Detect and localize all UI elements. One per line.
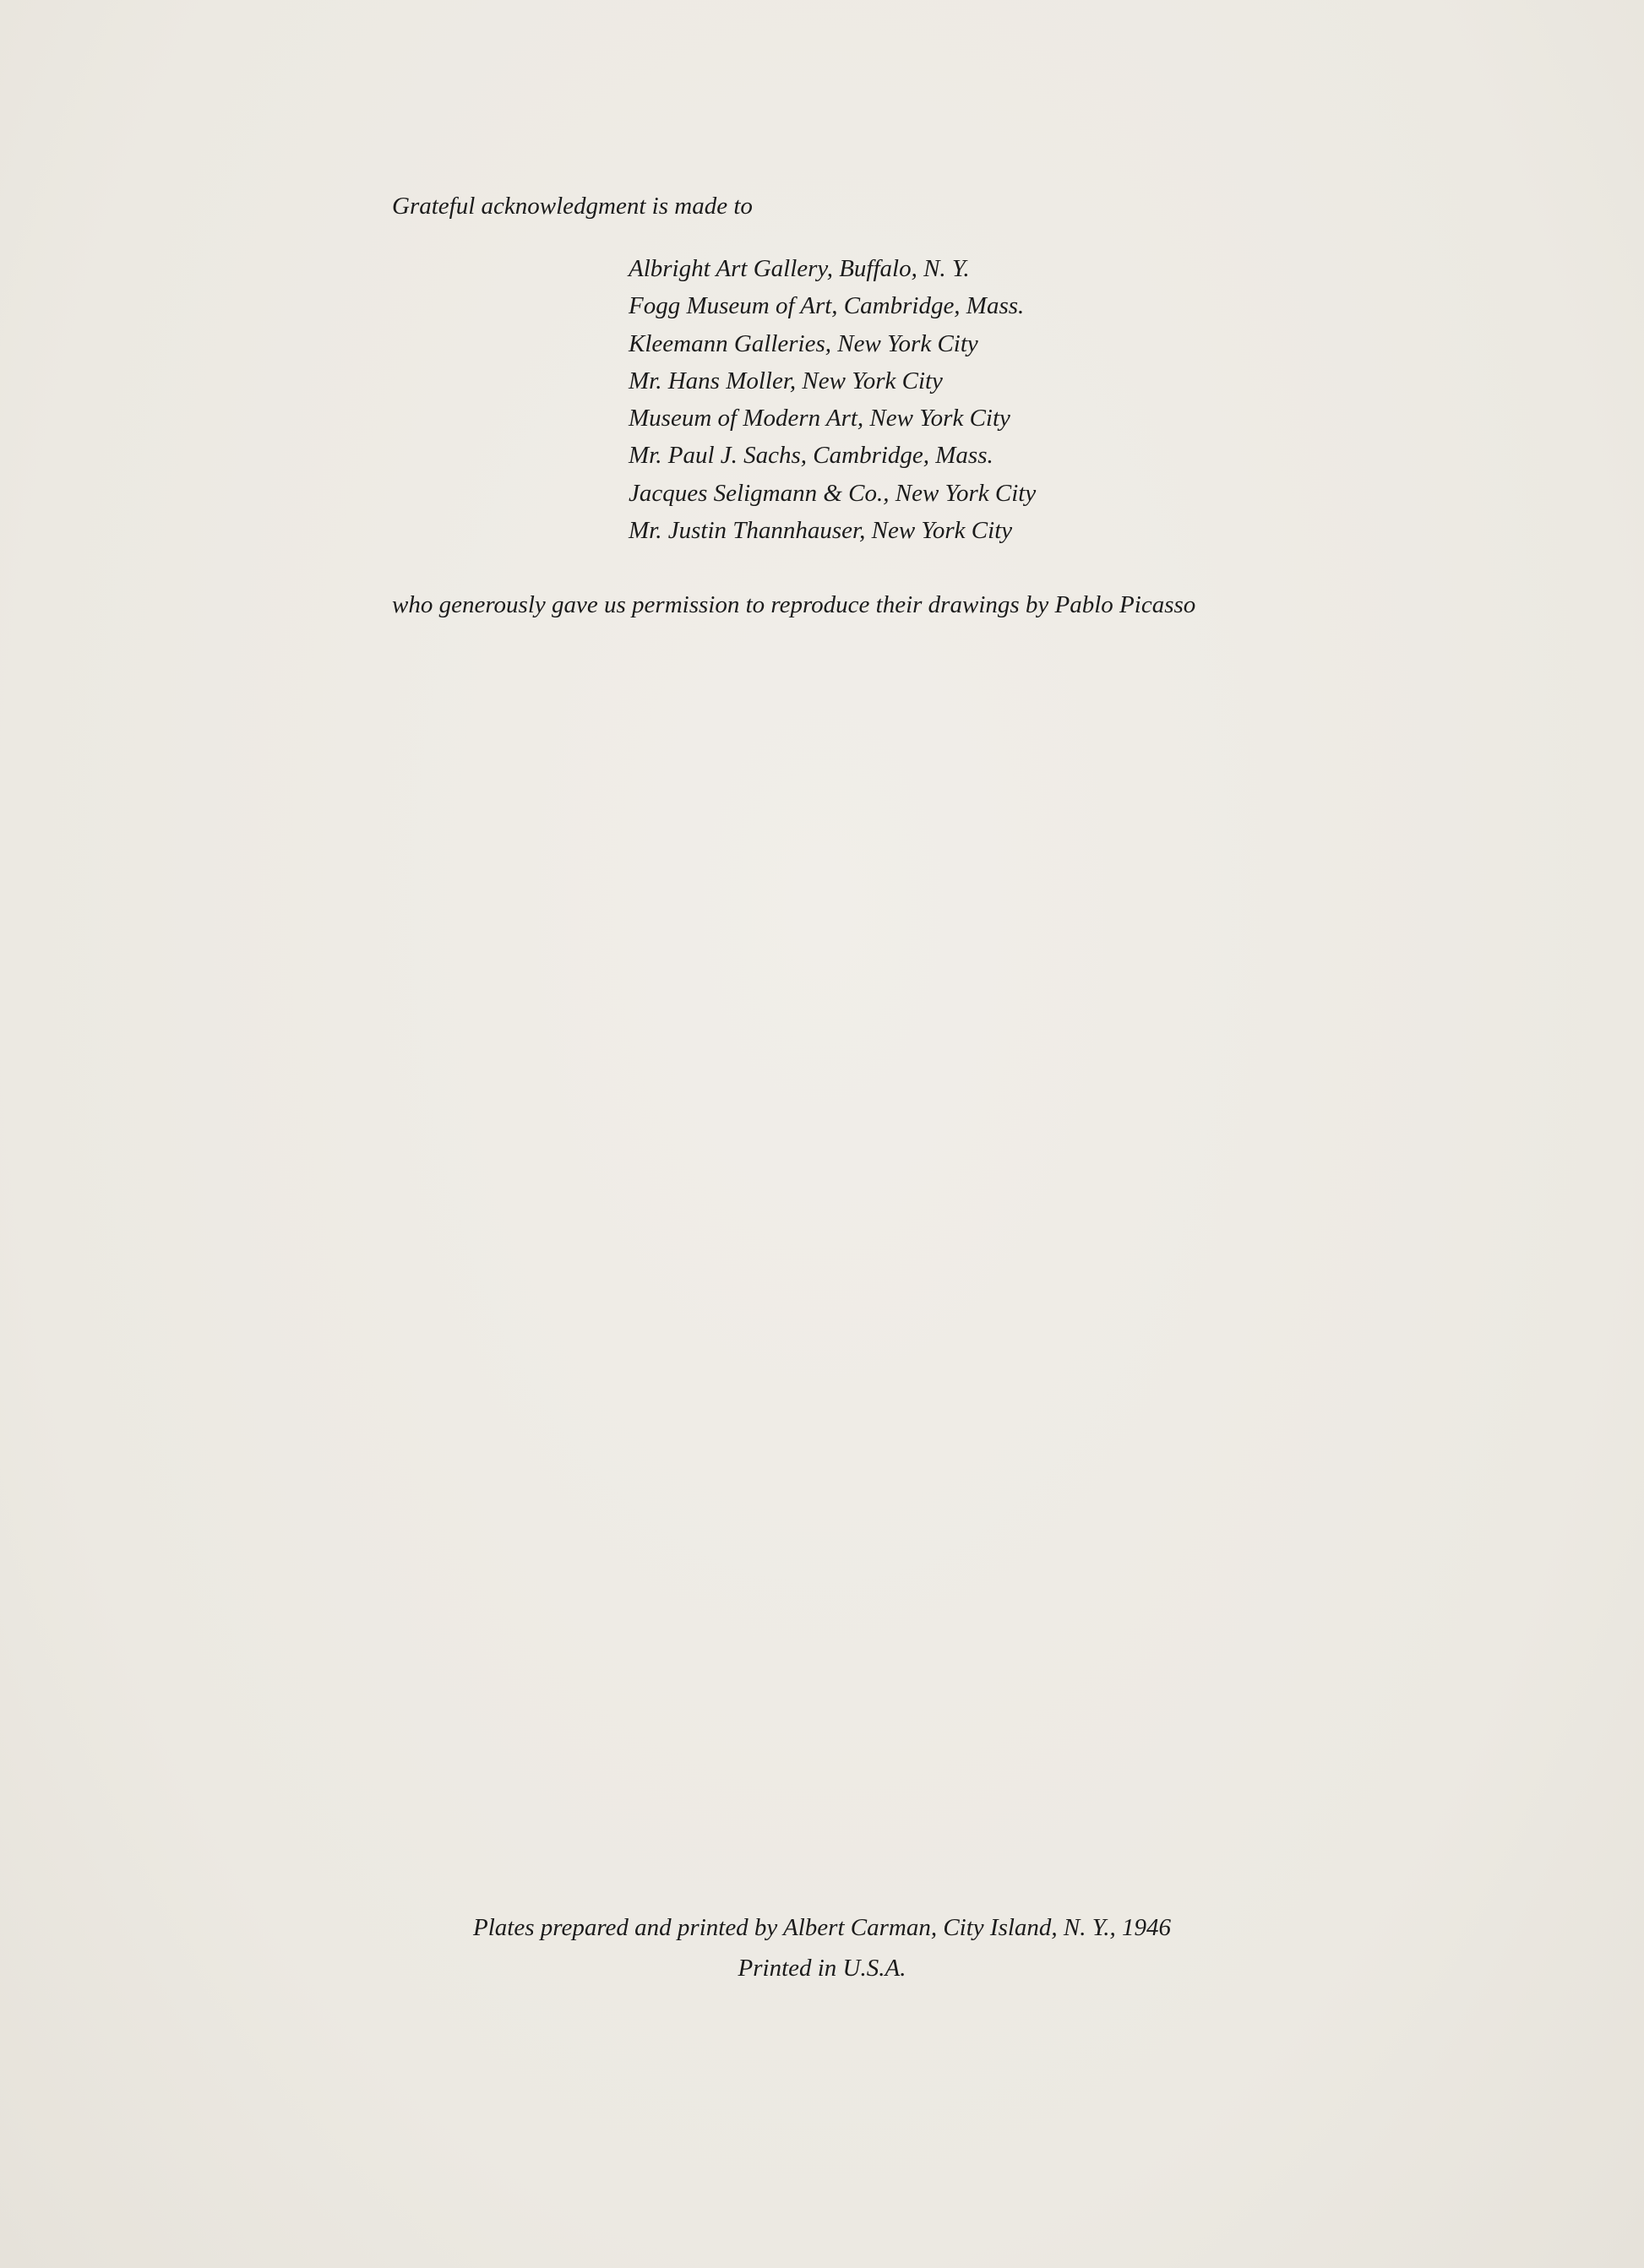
colophon — [0, 1907, 1644, 1988]
lender-item: Museum of Modern Art, New York City — [629, 405, 1010, 432]
lender-item: Fogg Museum of Art, Cambridge, Mass. — [629, 292, 1025, 320]
acknowledgment-intro: Grateful acknowledgment is made to — [392, 193, 753, 220]
acknowledgment-closing: who generously gave us permission to reproduce their drawings by Pablo Picasso — [392, 591, 1196, 618]
lender-item: Jacques Seligmann & Co., New York City — [629, 479, 1037, 507]
lender-item: Mr. Hans Moller, New York City — [629, 367, 943, 394]
lender-item: Kleemann Galleries, New York City — [629, 329, 978, 357]
lender-item: Albright Art Gallery, Buffalo, N. Y. — [629, 255, 970, 282]
lender-item: Mr. Justin Thannhauser, New York City — [629, 517, 1013, 545]
lender-item: Mr. Paul J. Sachs, Cambridge, Mass. — [629, 442, 993, 470]
country-line: Printed in U.S.A. — [738, 1955, 906, 1982]
lender-list — [629, 250, 1036, 549]
printer-line: Plates prepared and printed by Albert Carman, City Island, N. Y., 1946 — [473, 1914, 1171, 1941]
